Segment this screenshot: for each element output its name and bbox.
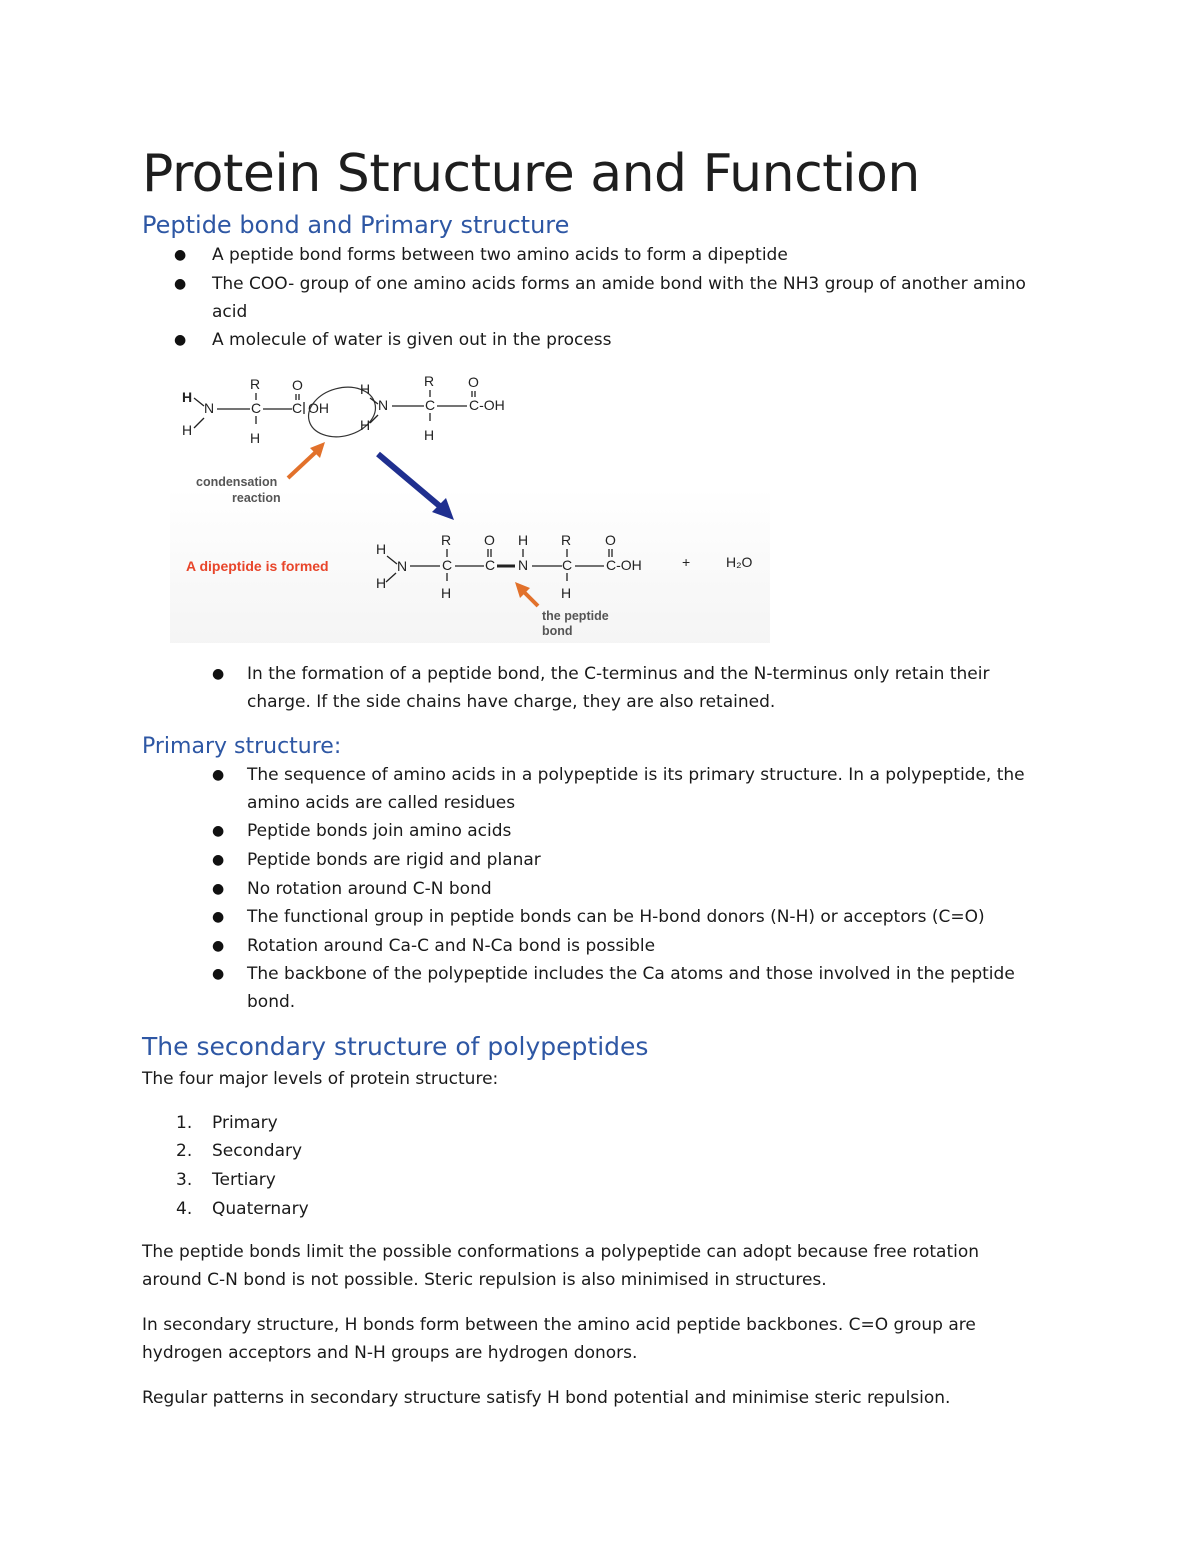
list-item: The COO- group of one amino acids forms an amide bond with the NH3 group of another amino [212, 274, 1026, 294]
list-item: A molecule of water is given out in the process [212, 330, 612, 350]
list-item: Peptide bonds are rigid and planar [247, 850, 541, 870]
svg-text:C-OH: C-OH [469, 397, 505, 413]
svg-text:H: H [360, 381, 371, 397]
paragraph-line: The peptide bonds limit the possible conformations a polypeptide can adopt because free rotation [142, 1242, 980, 1262]
numbered-item: Quaternary [212, 1199, 309, 1219]
svg-text:R: R [561, 532, 572, 548]
list-item: A peptide bond forms between two amino acids to form a dipeptide [212, 245, 788, 265]
svg-text:H: H [561, 585, 572, 601]
bullet-icon: ● [174, 332, 187, 348]
condensation-label: reaction [232, 491, 281, 505]
paragraph-line: around C-N bond is not possible. Steric repulsion is also minimised in structures. [142, 1270, 827, 1290]
svg-text:N: N [397, 558, 408, 574]
bullet-icon: ● [212, 881, 225, 897]
intro-text: The four major levels of protein structure: [142, 1069, 499, 1089]
heading-secondary-structure: The secondary structure of polypeptides [142, 1032, 649, 1061]
svg-text:C: C [562, 557, 573, 573]
svg-text:C: C [425, 397, 436, 413]
list-number: 1. [176, 1113, 193, 1133]
svg-text:R: R [250, 376, 261, 392]
paragraph-line: Regular patterns in secondary structure satisfy H bond potential and minimise steric repulsion. [142, 1388, 951, 1408]
plus-sign: + [682, 554, 691, 570]
list-item-continuation: amino acids are called residues [247, 793, 516, 813]
svg-text:N: N [204, 400, 215, 416]
list-item: In the formation of a peptide bond, the C-terminus and the N-terminus only retain their [247, 664, 990, 684]
paragraph-line: hydrogen acceptors and N-H groups are hydrogen donors. [142, 1343, 638, 1363]
list-item: The backbone of the polypeptide includes the Ca atoms and those involved in the peptide [247, 964, 1015, 984]
bullet-icon: ● [212, 823, 225, 839]
svg-text:H: H [182, 389, 193, 405]
svg-text:C: C [251, 400, 262, 416]
dipeptide-formation-diagram [170, 368, 770, 643]
svg-text:O: O [484, 532, 495, 548]
paragraph-line: In secondary structure, H bonds form between the amino acid peptide backbones. C=O group are [142, 1315, 976, 1335]
list-item: Peptide bonds join amino acids [247, 821, 512, 841]
svg-text:H: H [518, 532, 529, 548]
svg-text:C: C [485, 557, 496, 573]
bullet-icon: ● [212, 966, 225, 982]
condensation-label: condensation [196, 475, 278, 489]
svg-text:N: N [518, 557, 529, 573]
svg-text:H: H [424, 427, 435, 443]
condensation-arrow [288, 442, 325, 478]
svg-text:O: O [468, 374, 479, 390]
list-item: Rotation around Ca-C and N-Ca bond is possible [247, 936, 656, 956]
dipeptide-formed-label: A dipeptide is formed [186, 558, 329, 574]
svg-text:H: H [360, 417, 371, 433]
list-item: The sequence of amino acids in a polypeptide is its primary structure. In a polypeptide, the [247, 765, 1025, 785]
list-item: No rotation around C-N bond [247, 879, 492, 899]
numbered-item: Primary [212, 1113, 278, 1133]
list-item-continuation: charge. If the side chains have charge, they are also retained. [247, 692, 776, 712]
peptide-bond-label: bond [542, 624, 573, 638]
reactant-molecules [182, 373, 505, 446]
heading-peptide-bond: Peptide bond and Primary structure [142, 211, 570, 239]
list-item: The functional group in peptide bonds can be H-bond donors (N-H) or acceptors (C=O) [247, 907, 985, 927]
svg-text:O: O [292, 377, 303, 393]
numbered-item: Secondary [212, 1141, 303, 1161]
water-label: H₂O [726, 554, 753, 570]
svg-text:H: H [182, 422, 193, 438]
list-number: 3. [176, 1170, 193, 1190]
list-item-continuation: acid [212, 302, 248, 322]
svg-text:H: H [376, 541, 387, 557]
svg-text:H: H [376, 575, 387, 591]
svg-text:H: H [441, 585, 452, 601]
svg-text:R: R [441, 532, 452, 548]
heading-primary-structure: Primary structure: [142, 734, 342, 759]
svg-text:C: C [442, 557, 453, 573]
bullet-icon: ● [212, 852, 225, 868]
svg-text:H: H [250, 430, 261, 446]
page-title: Protein Structure and Function [142, 144, 920, 204]
list-number: 2. [176, 1141, 193, 1161]
bullet-icon: ● [174, 247, 187, 263]
list-number: 4. [176, 1199, 193, 1219]
peptide-bond-label: the peptide [542, 609, 609, 623]
bullet-icon: ● [212, 938, 225, 954]
svg-text:OH: OH [308, 400, 329, 416]
list-item-continuation: bond. [247, 992, 296, 1012]
svg-text:C: C [292, 400, 303, 416]
numbered-item: Tertiary [212, 1170, 276, 1190]
bullet-icon: ● [212, 909, 225, 925]
svg-text:C-OH: C-OH [606, 557, 642, 573]
svg-text:O: O [605, 532, 616, 548]
svg-text:N: N [378, 397, 389, 413]
bullet-icon: ● [212, 666, 225, 682]
svg-text:R: R [424, 373, 435, 389]
bullet-icon: ● [212, 767, 225, 783]
bullet-icon: ● [174, 276, 187, 292]
